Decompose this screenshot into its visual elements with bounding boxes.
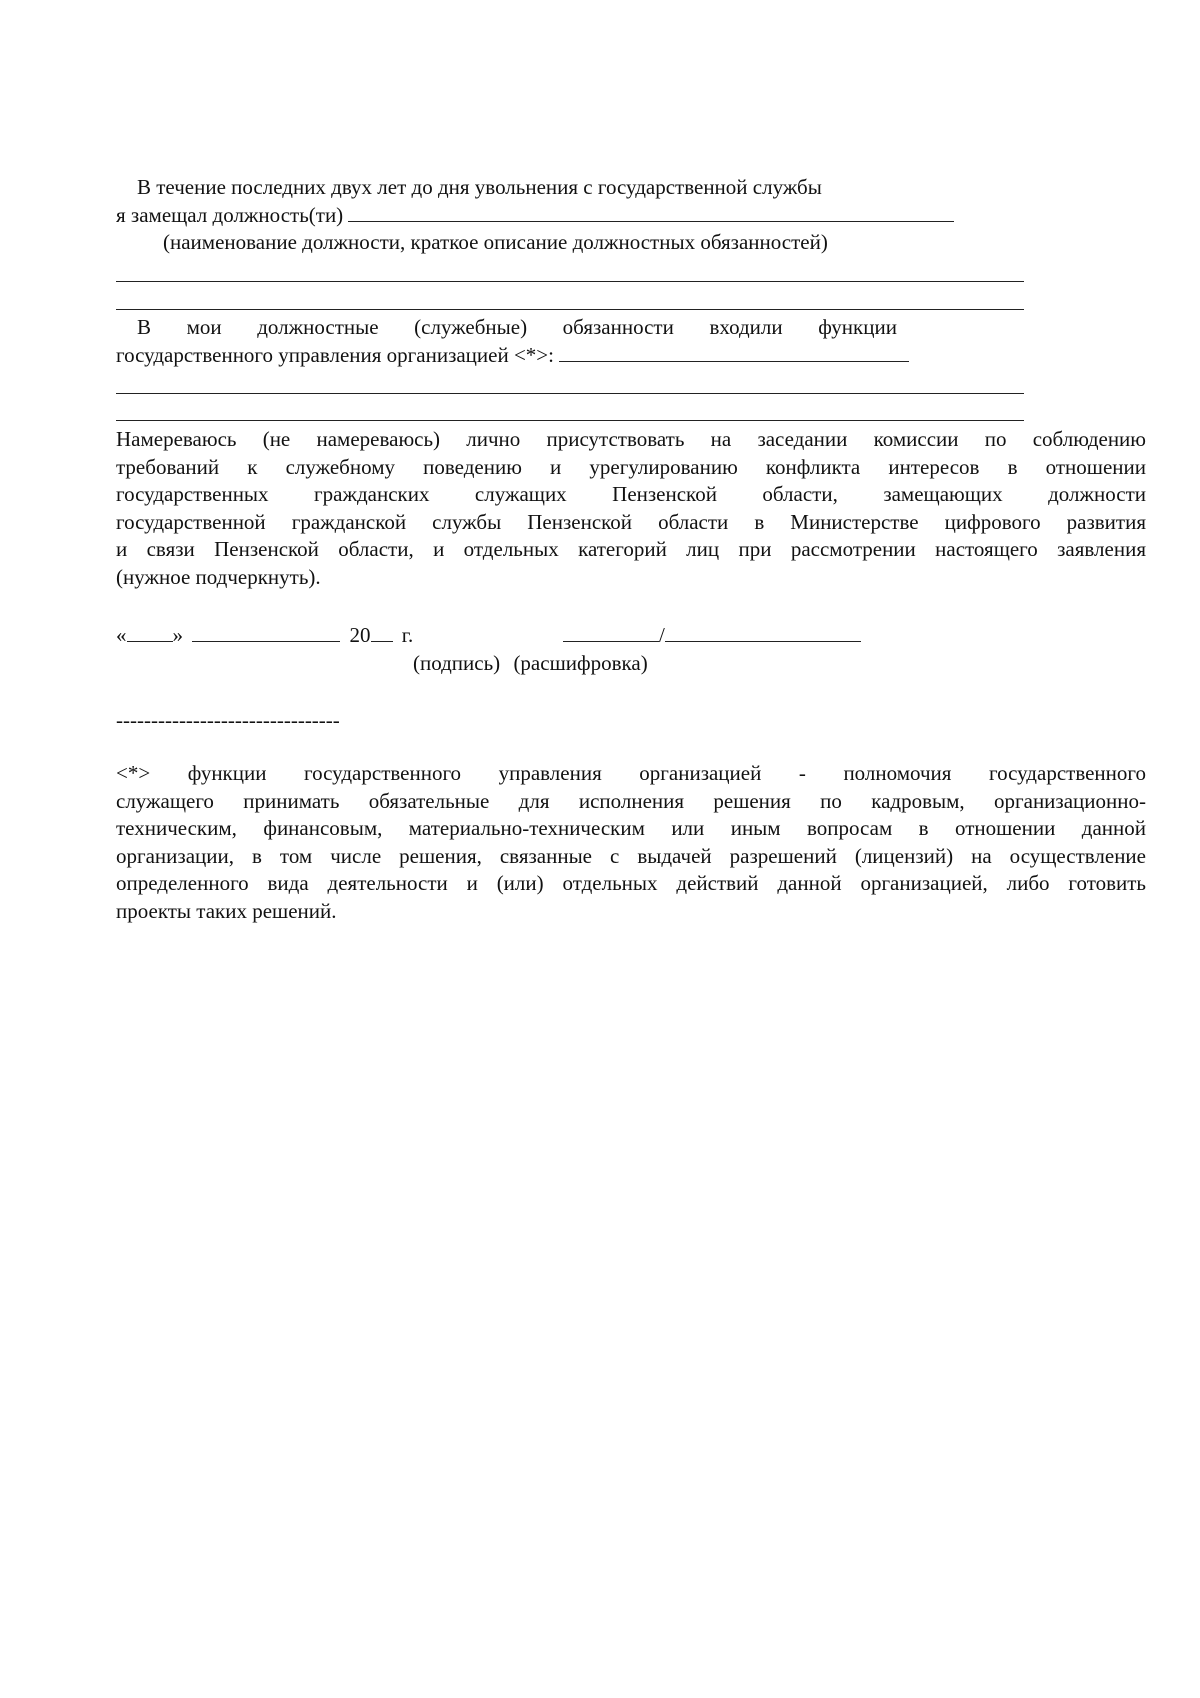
functions-field[interactable] (559, 343, 909, 362)
s2-word-7: функции (818, 315, 897, 339)
signature-field[interactable] (563, 623, 659, 642)
attendance-line-5: и связи Пензенской области, и отдельных категорий лиц при рассмотрении настоящего заявления (116, 537, 1146, 561)
functions-label: государственного управления организацией <*>: (116, 343, 554, 367)
year-suffix: г. (401, 623, 414, 647)
caption-decode: (расшифровка) (513, 651, 648, 675)
footnote-line-4: организации, в том числе решения, связанные с выдачей разрешений (лицензий) на осуществление (116, 843, 1146, 868)
year-prefix: 20 (349, 623, 371, 647)
s2-word-5: обязанности (562, 315, 674, 339)
position-field[interactable] (348, 203, 954, 222)
section2-line1 (137, 314, 897, 341)
position-hint: (наименование должности, краткое описание должностных обязанностей) (163, 230, 828, 254)
decode-field[interactable] (665, 623, 861, 642)
s2-word-6: входили (709, 315, 783, 339)
footnote-line-3: техническим, финансовым, материально-техническим или иным вопросам в отношении данной (116, 816, 1146, 840)
date-block (116, 622, 413, 649)
attendance-line-4: государственной гражданской службы Пензенской области в Министерстве цифрового развития (116, 509, 1146, 534)
footnote-line-6: проекты таких решений. (116, 898, 337, 923)
attendance-paragraph (116, 426, 1146, 591)
caption-signature: (подпись) (413, 651, 501, 675)
s2-word-2: мои (186, 315, 222, 339)
s2-word-1: В (137, 315, 152, 339)
footnote-line-1: <*> функции государственного управления организацией - полномочия государственного (116, 761, 1146, 785)
s2-word-3: должностные (257, 315, 379, 339)
section2-line2 (116, 342, 909, 369)
attendance-line-3: государственных гражданских служащих Пензенской области, замещающих должности (116, 482, 1146, 506)
position-field-line-2[interactable] (116, 309, 1024, 310)
section1-line2 (116, 202, 954, 229)
attendance-line-2: требований к служебному поведению и урегулированию конфликта интересов в отношении (116, 454, 1146, 479)
position-field-line-1[interactable] (116, 281, 1024, 282)
footnote-paragraph (116, 760, 1146, 925)
functions-field-line-2[interactable] (116, 420, 1024, 421)
year-field[interactable] (371, 623, 393, 642)
footnote-line-5: определенного вида деятельности и (или) отдельных действий данной организацией, либо готовить (116, 871, 1146, 895)
position-label: я замещал должность(ти) (116, 203, 344, 227)
attendance-line-1: Намереваюсь (не намереваюсь) лично присутствовать на заседании комиссии по соблюдению (116, 427, 1146, 451)
functions-field-line-1[interactable] (116, 393, 1024, 394)
section1-line1: В течение последних двух лет до дня увольнения с государственной службы (137, 175, 822, 199)
quote-open: « (116, 623, 127, 647)
footnote-line-2: служащего принимать обязательные для исполнения решения по кадровым, организационно- (116, 788, 1146, 813)
signature-slash: / (659, 623, 665, 647)
s2-word-4: (служебные) (414, 315, 528, 339)
month-field[interactable] (192, 623, 340, 642)
quote-close: » (172, 623, 183, 647)
signature-captions (413, 650, 648, 677)
signature-block (563, 622, 861, 649)
footnote-separator: -------------------------------- (116, 708, 340, 732)
attendance-line-6: (нужное подчеркнуть). (116, 564, 321, 589)
day-field[interactable] (127, 623, 173, 642)
